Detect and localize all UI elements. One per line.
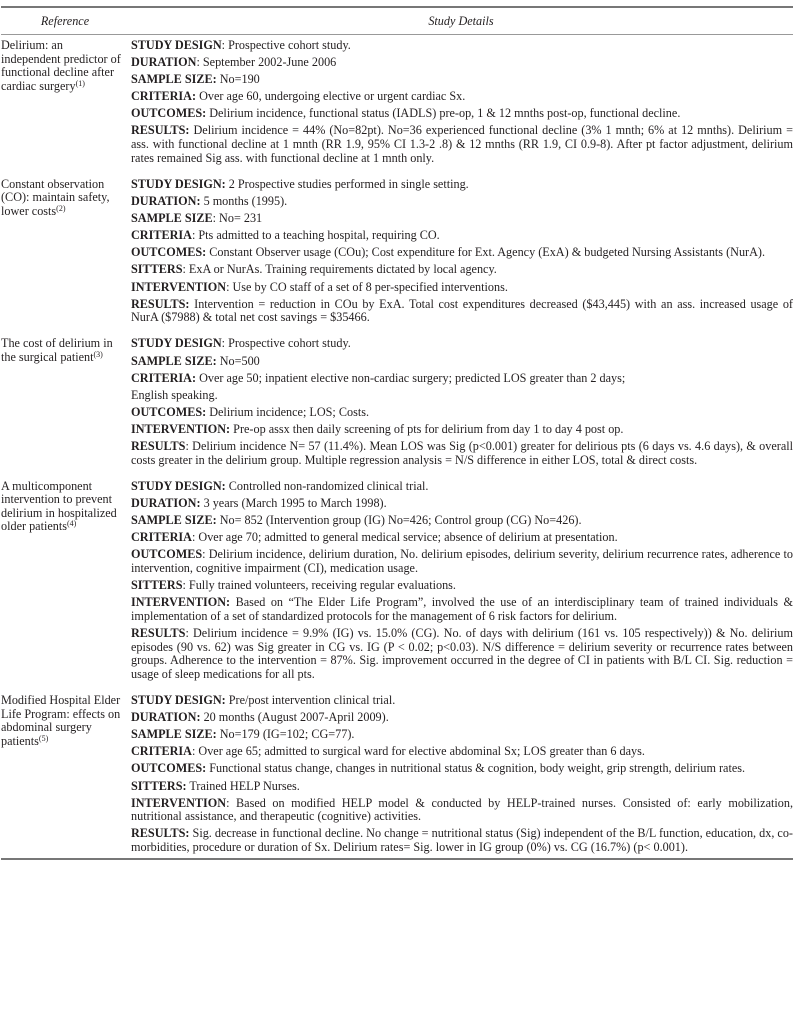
detail-label: INTERVENTION [131,279,227,294]
table-body [1,35,793,858]
detail-label: STUDY DESIGN: [131,176,226,191]
detail-label: CRITERIA: [131,370,197,385]
study-detail-item [131,497,793,511]
detail-label: SITTERS [131,262,183,277]
detail-text: : Pts admitted to a teaching hospital, requiring CO. [191,228,440,243]
reference-citation-number: (1) [75,78,85,88]
detail-label: CRITERIA: [131,89,197,104]
study-detail-item [131,531,793,545]
detail-label: SAMPLE SIZE: [131,727,217,742]
detail-label: DURATION: [131,495,201,510]
study-detail-item [131,298,793,325]
reference-citation-number: (4) [67,519,77,529]
detail-text: Constant Observer usage (COu); Cost expenditure for Ext. Agency (ExA) & budgeted Nursing Assistants (NurA). [206,245,766,260]
study-detail-item [131,337,793,351]
table-header [1,8,793,34]
study-detail-item [131,596,793,623]
table-row [1,333,793,470]
detail-label: RESULTS: [131,123,190,138]
detail-text: Delirium incidence; LOS; Costs. [206,404,369,419]
detail-text: No= 852 (Intervention group (IG) No=426; Control group (CG) No=426). [216,512,582,527]
study-detail-item [131,355,793,369]
reference-cell [1,476,128,685]
detail-text: : Based on modified HELP model & conducted by HELP-trained nurses. Consisted of: early mobilization, nutritional assistance, and therapeutic (cognitive) activities. [131,795,793,824]
reference-citation-number: (2) [56,203,66,213]
study-details-cell [128,476,793,685]
study-detail-item [131,212,793,226]
detail-text: English speaking. [131,387,218,402]
reference-cell [1,35,128,169]
table-row [1,174,793,328]
detail-label: DURATION: [131,194,201,209]
study-detail-item [131,694,793,708]
detail-text: Delirium incidence = 44% (No=82pt). No=36 experienced functional decline (3% 1 mnth; 6% at 12 mnths). Delirium = ass. with functional decline at 1 mnth (RR 1.9, 95% CI 1.3-2 .8) & 12 mnths (RR 1.9, CI 0.9-8). After pt factor adjustment, delirium rates remained Sig ass. with functional decline at 1 mnth only. [131,123,793,165]
detail-label: OUTCOMES: [131,106,207,121]
study-detail-item [131,90,793,104]
detail-label: RESULTS [131,625,186,640]
detail-label: CRITERIA [131,744,192,759]
study-detail-item [131,107,793,121]
reference-title: Delirium: an independent predictor of functional decline after cardiac surgery [1,38,121,93]
reference-cell [1,333,128,470]
detail-label: OUTCOMES: [131,245,207,260]
reference-citation-number: (3) [93,349,103,359]
study-detail-item [131,480,793,494]
detail-label: OUTCOMES [131,547,203,562]
study-details-cell [128,174,793,328]
detail-label: SAMPLE SIZE: [131,512,217,527]
detail-label: SITTERS: [131,778,187,793]
detail-text: 20 months (August 2007-April 2009). [200,710,389,725]
detail-text: Based on “The Elder Life Program”, involved the use of an interdisciplinary team of trained individuals & implementation of a set of standardized protocols for the management of 6 risk factors for delirium. [131,595,793,623]
detail-text: Over age 60, undergoing elective or urgent cardiac Sx. [196,89,466,104]
reference-title: A multicomponent intervention to prevent delirium in hospitalized older patients [1,478,117,534]
detail-text: 3 years (March 1995 to March 1998). [200,495,387,510]
detail-text: Controlled non-randomized clinical trial. [225,478,429,493]
reference-title: The cost of delirium in the surgical patient [1,336,113,364]
detail-text: : ExA or NurAs. Training requirements dictated by local agency. [182,262,497,277]
detail-text: Pre-op assx then daily screening of pts for delirium from day 1 to day 4 post op. [230,421,624,436]
detail-text: : Delirium incidence N= 57 (11.4%). Mean LOS was Sig (p<0.001) greater for delirious pts (6 days vs. 4.6 days), & overall costs greater in the delirium group. Multiple regression analysis = N/S difference in either LOS, total & direct costs. [131,438,793,467]
study-detail-item [131,178,793,192]
study-details-cell [128,35,793,169]
study-detail-item [131,389,793,403]
detail-text: : Fully trained volunteers, receiving regular evaluations. [182,577,456,592]
detail-text: 5 months (1995). [200,194,288,209]
reference-title: Constant observation (CO): maintain safety, lower costs [1,176,110,218]
detail-text: : Prospective cohort study. [221,336,351,351]
detail-text: Functional status change, changes in nutritional status & cognition, body weight, grip strength, delirium rates. [206,761,746,776]
detail-text: : Delirium incidence = 9.9% (IG) vs. 15.0% (CG). No. of days with delirium (161 vs. 105 respectively)) & No. delirium episodes (90 vs. 62) was Sig greater in CG vs. IG (P < 0.02; p<0.03). N/S difference = delirium severity or recurrence rates between groups. Adherence to the intervention = 87%. Sig. improvement occurred in the degree of CI in patients with B/L CI. Sig. reduction = usage of sleep medications for all pts. [131,625,793,681]
study-detail-item [131,372,793,386]
detail-text: : September 2002-June 2006 [196,55,337,70]
detail-text: : Over age 65; admitted to surgical ward for elective abdominal Sx; LOS greater than 6 days. [191,744,645,759]
study-detail-item [131,780,793,794]
detail-label: STUDY DESIGN [131,38,222,52]
study-detail-item [131,423,793,437]
study-detail-item [131,195,793,209]
detail-text: Sig. decrease in functional decline. No change = nutritional status (Sig) independent of the B/L function, education, dx, co-morbidities, procedure or duration of Sx. Delirium rates= Sig. lower in IG group (0%) vs. CG (16.7%) (p< 0.001). [131,826,793,855]
detail-text: 2 Prospective studies performed in single setting. [225,176,469,191]
detail-label: OUTCOMES: [131,761,207,776]
detail-text: : Delirium incidence, delirium duration, No. delirium episodes, delirium severity, delirium recurrence rates, adherence to intervention, cognitive impairment (CI), medication usage. [131,547,793,575]
detail-label: RESULTS: [131,826,190,841]
study-detail-item [131,827,793,854]
study-detail-item [131,711,793,725]
study-table [1,6,793,860]
reference-title: Modified Hospital Elder Life Program: effects on abdominal surgery patients [1,693,121,748]
study-detail-item [131,440,793,467]
detail-text: No=179 (IG=102; CG=77). [216,727,355,742]
detail-label: INTERVENTION [131,795,227,810]
detail-text: Pre/post intervention clinical trial. [225,693,396,708]
reference-citation-number: (5) [38,733,49,743]
detail-label: RESULTS [131,438,186,453]
study-detail-item [131,627,793,682]
study-detail-item [131,728,793,742]
study-detail-item [131,281,793,295]
detail-label: CRITERIA [131,228,192,243]
table-row [1,690,793,858]
table-row [1,476,793,685]
detail-label: SAMPLE SIZE: [131,72,217,87]
detail-text: : Over age 70; admitted to general medical service; absence of delirium at presentation. [191,530,618,545]
study-detail-item [131,406,793,420]
detail-text: : No= 231 [212,211,263,226]
detail-text: Trained HELP Nurses. [186,778,300,793]
study-details-cell [128,690,793,858]
detail-label: SAMPLE SIZE: [131,353,217,368]
study-detail-item [131,229,793,243]
study-detail-item [131,124,793,165]
detail-label: OUTCOMES: [131,404,207,419]
study-detail-item [131,56,793,70]
study-details-cell [128,333,793,470]
study-detail-item [131,762,793,776]
study-detail-item [131,745,793,759]
detail-label: SITTERS [131,577,183,592]
detail-label: STUDY DESIGN [131,336,222,351]
study-detail-item [131,73,793,87]
study-detail-item [131,514,793,528]
detail-text: Intervention = reduction in COu by ExA. Total cost expenditures decreased ($43,445) with an ass. increased usage of NurA ($7988) & total net cost savings = $35466. [131,296,793,325]
detail-text: No=190 [216,72,260,87]
detail-label: STUDY DESIGN: [131,693,226,708]
table-row [1,35,793,169]
detail-label: DURATION [131,55,197,70]
header-reference: Reference [40,13,90,28]
reference-cell [1,690,128,858]
study-detail-item [131,579,793,593]
detail-label: STUDY DESIGN: [131,478,226,493]
study-detail-item [131,246,793,260]
detail-label: RESULTS: [131,296,190,311]
table-bottom-rule [1,858,793,860]
study-detail-item [131,797,793,824]
study-detail-item [131,263,793,277]
detail-label: INTERVENTION: [131,421,231,436]
detail-label: DURATION: [131,710,201,725]
study-detail-item [131,548,793,575]
detail-text: Over age 50; inpatient elective non-cardiac surgery; predicted LOS greater than 2 days; [196,370,626,385]
detail-text: : Use by CO staff of a set of 8 per-specified interventions. [226,279,508,294]
study-detail-item [131,39,793,53]
detail-label: SAMPLE SIZE [131,211,213,226]
detail-text: Delirium incidence, functional status (IADLS) pre-op, 1 & 12 mnths post-op, functional decline. [206,106,681,121]
detail-label: INTERVENTION: [131,595,231,610]
reference-cell [1,174,128,328]
detail-text: : Prospective cohort study. [221,38,351,52]
detail-text: No=500 [216,353,260,368]
detail-label: CRITERIA [131,530,192,545]
header-study-details: Study Details [428,13,494,28]
